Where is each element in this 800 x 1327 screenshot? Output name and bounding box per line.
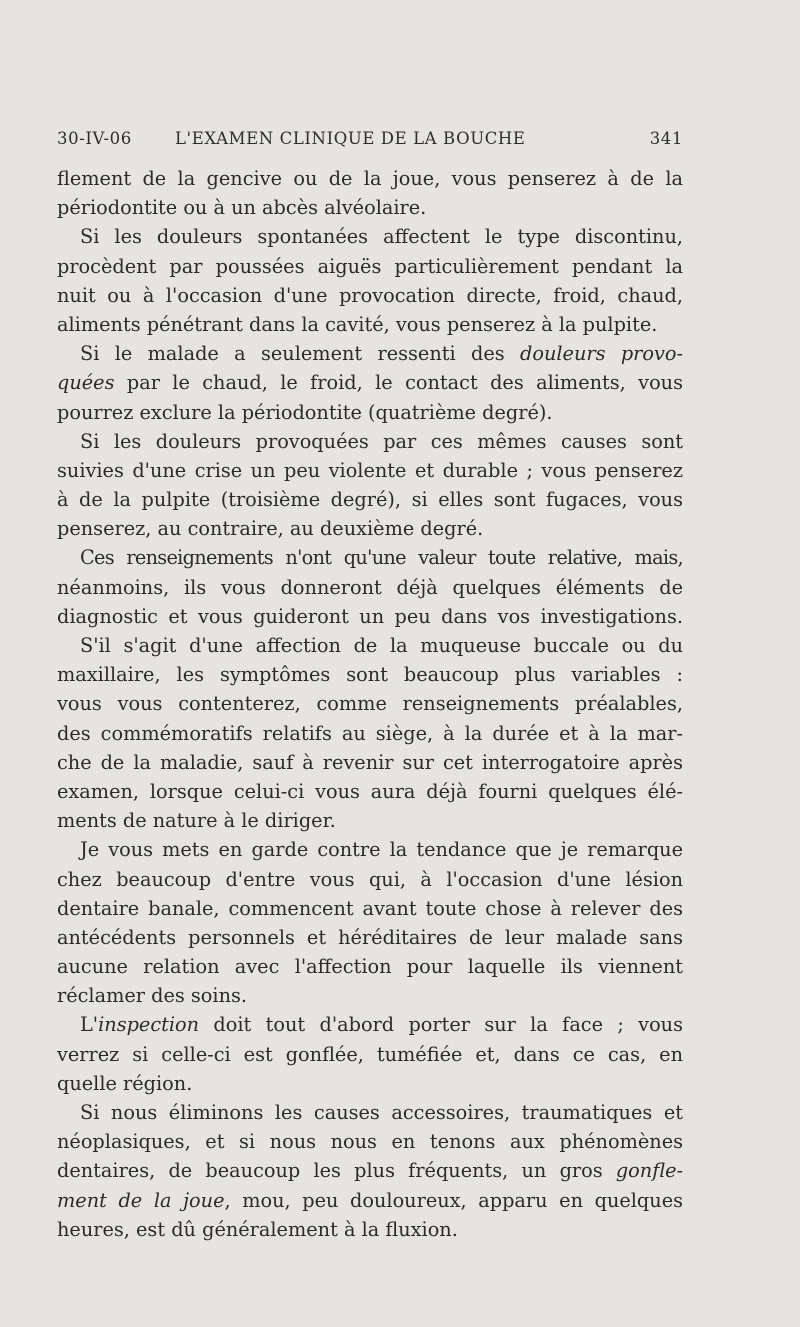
text-line: flement de la gencive ou de la joue, vous penserez à de la	[57, 167, 683, 190]
text-segment: doit tout d'abord porter sur la face ; vous	[199, 1013, 683, 1037]
text-segment: par le chaud, le froid, le contact des aliments, vous	[114, 371, 683, 395]
text-line: dentaire banale, commencent avant toute chose à relever des	[57, 896, 683, 920]
text-line: procèdent par poussées aiguës particulièrement pendant la	[57, 254, 683, 278]
text-segment: dentaires, de beaucoup les plus fréquents, un gros	[57, 1159, 616, 1183]
text-line: des commémoratifs relatifs au siège, à la durée et à la mar-	[57, 721, 683, 745]
italic-term: douleurs provo-	[520, 342, 683, 366]
text-line: aliments pénétrant dans la cavité, vous penserez à la pulpite.	[57, 312, 658, 336]
text-line: ments de nature à le diriger.	[57, 809, 336, 833]
text-line: che de la maladie, sauf à revenir sur cet interrogatoire après	[57, 750, 683, 774]
text-line: néoplasiques, et si nous nous en tenons aux phénomènes	[57, 1130, 683, 1154]
text-segment: Si le malade a seulement ressenti des	[80, 342, 520, 366]
text-line: pourrez exclure la périodontite (quatrième degré).	[57, 400, 553, 424]
text-line: examen, lorsque celui-ci vous aura déjà fourni quelques élé-	[57, 779, 683, 803]
text-line: vous vous contenterez, comme renseignements préalables,	[57, 692, 683, 716]
text-line: penserez, au contraire, au deuxième degré.	[57, 517, 484, 541]
text-line: diagnostic et vous guideront un peu dans vos investigations.	[57, 604, 683, 628]
text-line: Si nous éliminons les causes accessoires, traumatiques et	[80, 1101, 683, 1124]
text-line: Si les douleurs provoquées par ces mêmes causes sont	[80, 429, 683, 453]
text-line: heures, est dû généralement à la fluxion.	[57, 1217, 458, 1241]
text-line	[57, 368, 683, 397]
body-text	[57, 164, 683, 1244]
text-line	[57, 1010, 683, 1039]
text-line: à de la pulpite (troisième degré), si elles sont fugaces, vous	[57, 488, 683, 512]
text-line: quelle région.	[57, 1071, 193, 1095]
text-segment: , mou, peu douloureux, apparu en quelques	[224, 1188, 683, 1212]
text-line: S'il s'agit d'une affection de la muqueuse buccale ou du	[80, 634, 683, 657]
text-line: néanmoins, ils vous donneront déjà quelques éléments de	[57, 575, 683, 599]
text-line	[57, 1156, 683, 1185]
text-line: Si les douleurs spontanées affectent le type discontinu,	[80, 225, 683, 249]
text-line: verrez si celle-ci est gonflée, tuméfiée et, dans ce cas, en	[57, 1042, 683, 1066]
italic-term: quées	[57, 371, 115, 395]
page-number: 341	[649, 129, 683, 148]
text-line	[57, 339, 683, 368]
text-line: antécédents personnels et héréditaires de leur malade sans	[57, 925, 683, 949]
header-title: L'EXAMEN CLINIQUE DE LA BOUCHE	[175, 129, 526, 148]
italic-term: inspection	[98, 1013, 200, 1037]
text-line: chez beaucoup d'entre vous qui, à l'occasion d'une lésion	[57, 867, 683, 891]
text-line	[57, 1186, 683, 1215]
italic-term: ment de la joue	[57, 1188, 225, 1212]
text-line: suivies d'une crise un peu violente et durable ; vous penserez	[57, 458, 683, 482]
text-line: nuit ou à l'occasion d'une provocation directe, froid, chaud,	[57, 283, 683, 307]
running-head	[57, 129, 683, 153]
text-line: Je vous mets en garde contre la tendance que je remarque	[80, 838, 683, 862]
header-date: 30-IV-06	[57, 129, 132, 148]
text-line: réclamer des soins.	[57, 984, 248, 1008]
text-line: Ces renseignements n'ont qu'une valeur toute relative, mais,	[80, 546, 683, 570]
text-segment: L'	[80, 1013, 99, 1037]
text-line: aucune relation avec l'affection pour laquelle ils viennent	[57, 955, 683, 979]
text-line: maxillaire, les symptômes sont beaucoup plus variables :	[57, 663, 683, 687]
text-line: périodontite ou à un abcès alvéolaire.	[57, 196, 427, 220]
italic-term: gonfle-	[615, 1159, 683, 1183]
